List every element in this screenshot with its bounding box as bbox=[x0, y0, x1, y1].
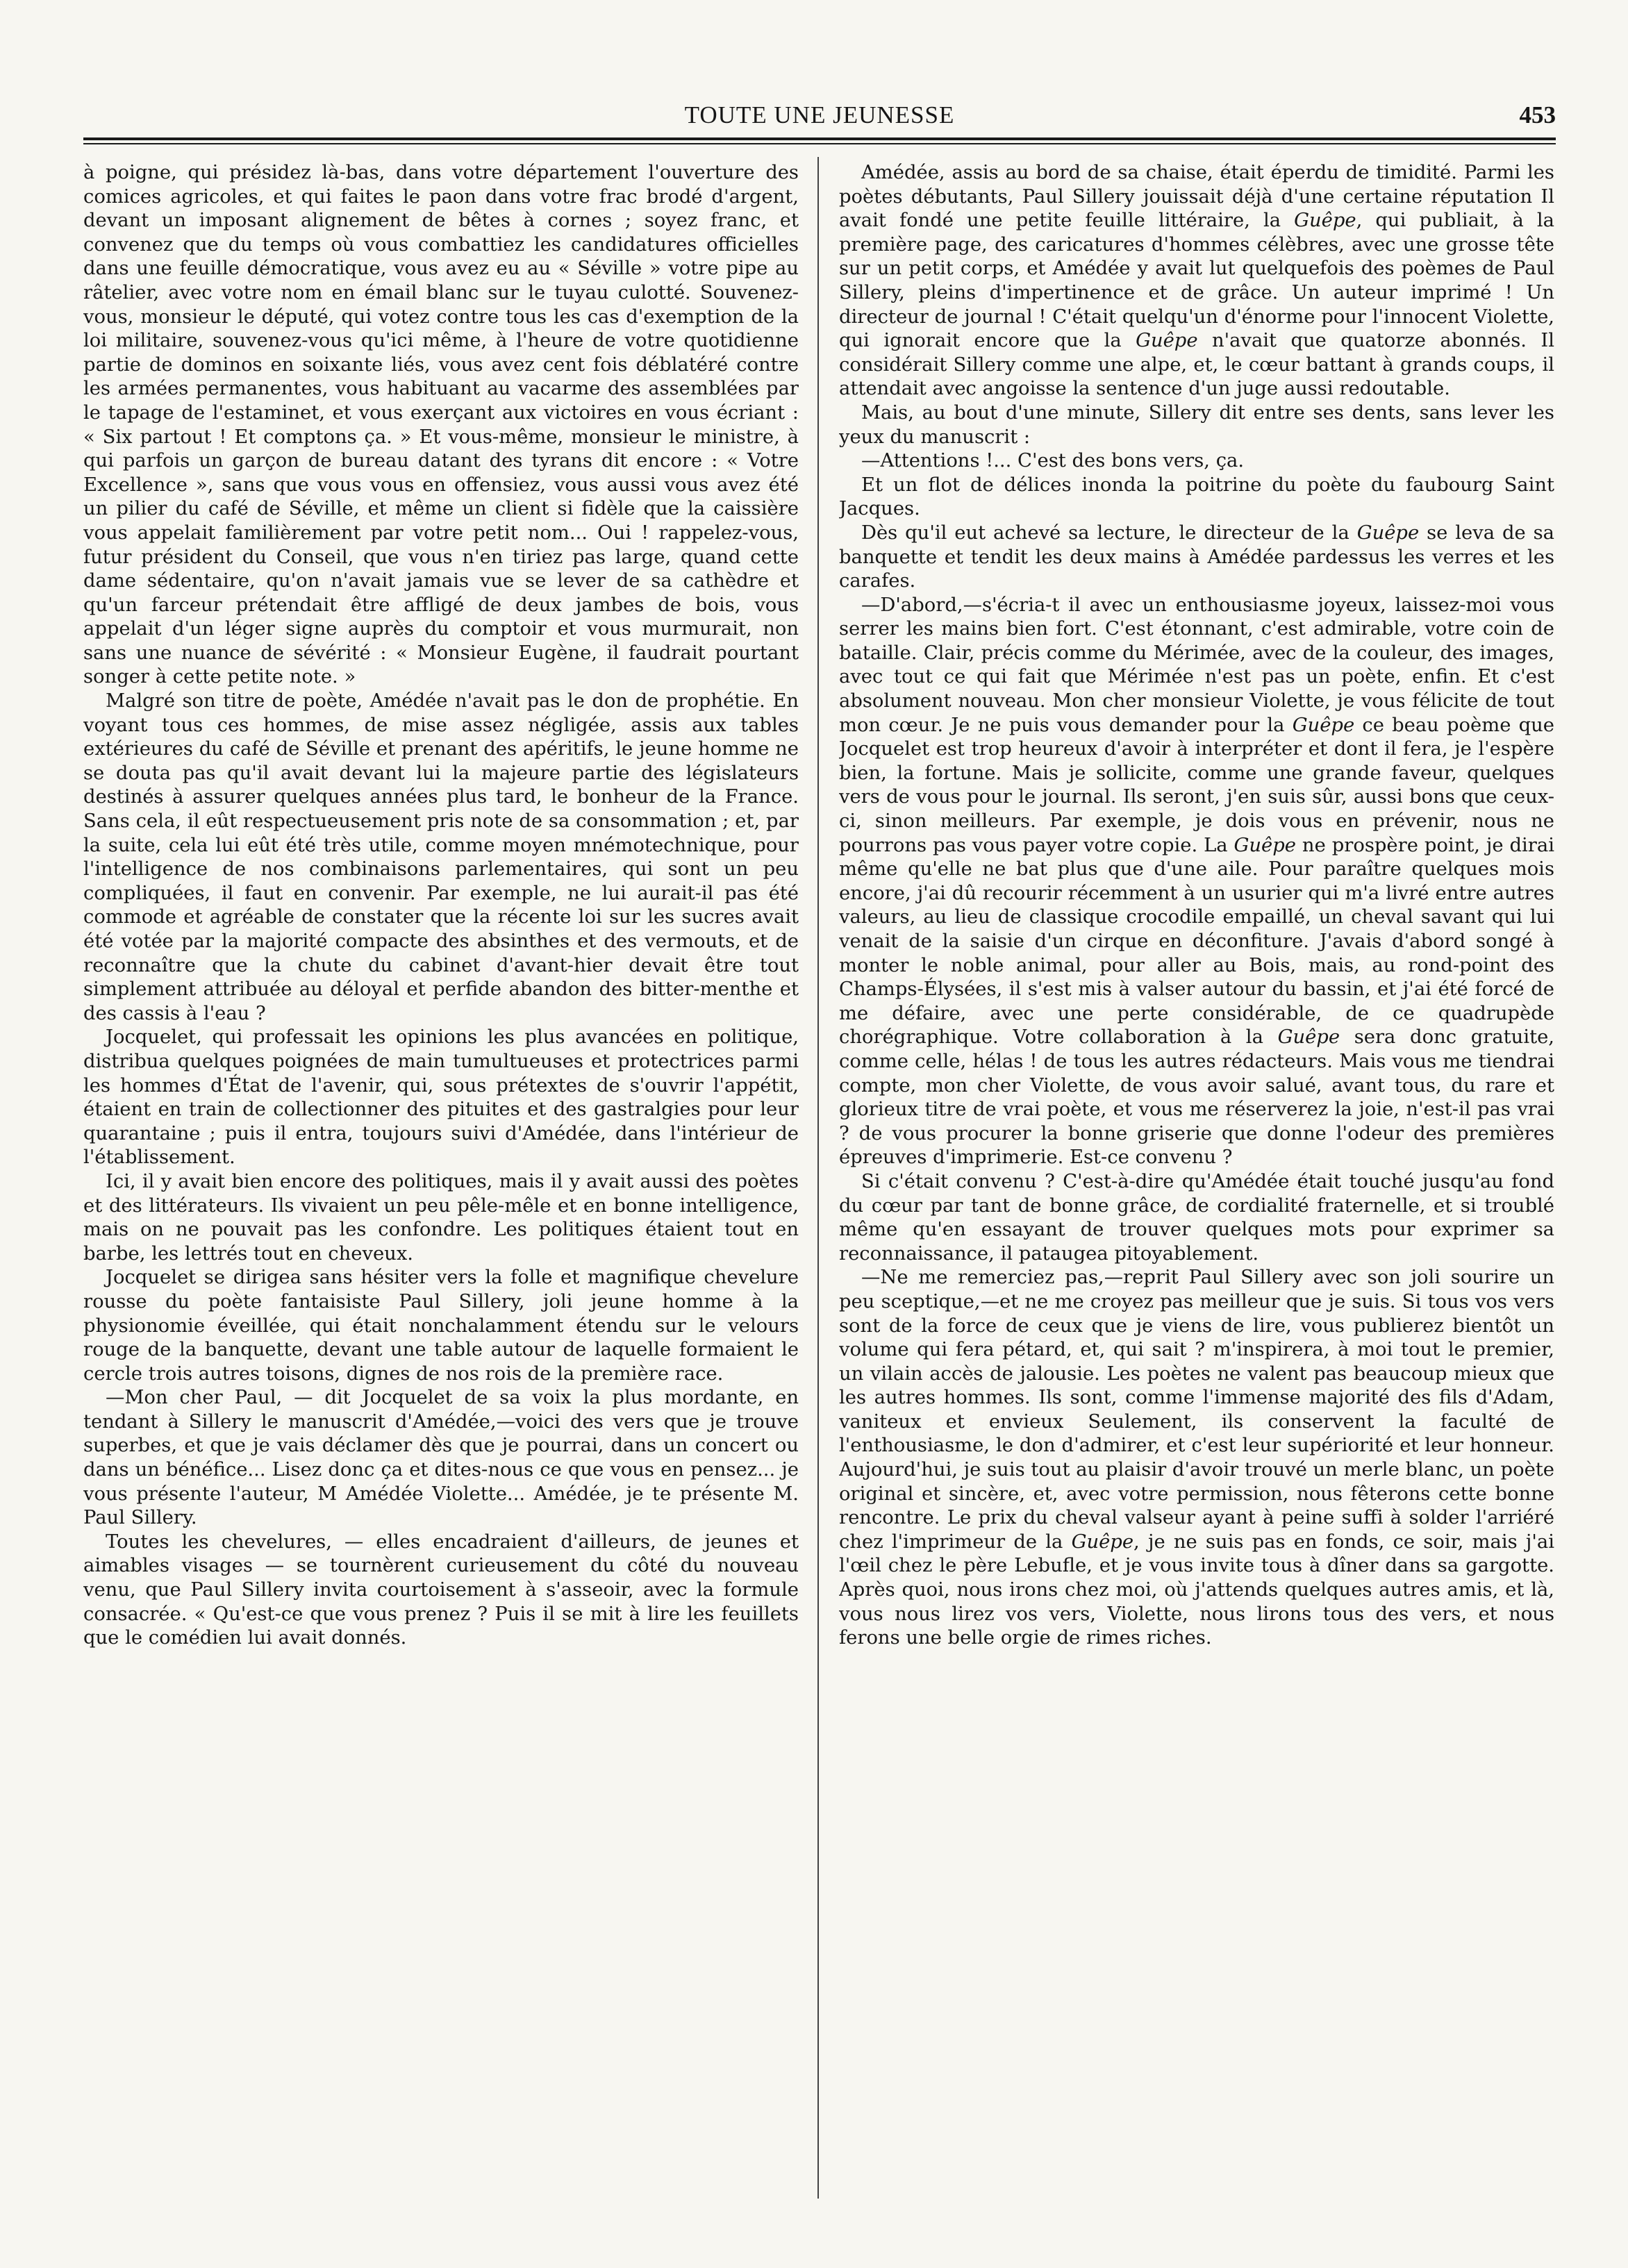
journal-title: Guêpe bbox=[1356, 522, 1420, 544]
text-run: —Ne me remerciez pas,—reprit Paul Sillery avec son joli sourire un peu sceptique,—et ne me croyez pas meilleur que je suis. Si tous vos vers sont de la force de ceux que je viens de lire, vous publierez bientôt un volume qui fera pétard, et, qui sait ? m'inspirera, à moi tout le premier, un vilain accès de jalousie. Les poètes ne valent pas beaucoup mieux que les autres hommes. Ils sont, comme l'immense majorité des fils d'Adam, vaniteux et envieux Seulement, ils conservent la faculté de l'enthousiasme, le don d'admirer, et c'est leur supériorité et leur honneur. Aujourd'hui, je suis tout au plaisir d'avoir trouvé un merle blanc, un poète original et sincère, et, avec votre permission, nous fêterons cette bonne rencontre. Le prix du cheval valseur ayant à peine suffi à solder l'arriéré chez l'imprimeur de la bbox=[839, 1267, 1554, 1553]
text-run: —D'abord,—s'écria-t il avec un enthousiasme joyeux, laissez-moi vous serrer les mains bien fort. C'est étonnant, c'est admirable, votre coin de bataille. Clair, précis comme du Mérimée, avec de la couleur, des images, avec tout ce qui fait que Mérimée n'est pas un poète, enfin. Et c'est absolument nouveau. Mon cher monsieur Violette, je vous félicite de tout mon cœur. Je ne puis vous demander pour la bbox=[839, 594, 1554, 736]
column-divider bbox=[817, 157, 819, 2199]
paragraph bbox=[839, 161, 1554, 401]
paragraph: —Attentions !... C'est des bons vers, ça. bbox=[861, 450, 1245, 472]
left-column bbox=[83, 161, 799, 2196]
running-title: TOUTE UNE JEUNESSE bbox=[684, 101, 955, 128]
journal-title: Guêpe bbox=[1277, 1026, 1340, 1049]
text-run: Amédée, assis au bord de sa chaise, était éperdu de timidité. Parmi les poètes débutants, Paul Sillery jouissait déjà d'une certaine réputation Il avait fondé une petite feuille littéraire, la bbox=[839, 162, 1554, 232]
paragraph: —Mon cher Paul, — dit Jocquelet de sa voix la plus mordante, en tendant à Sillery le manuscrit d'Amédée,—voici des vers que je trouve superbes, et que je vais déclamer dès que je pourrai, dans un concert ou dans un bénéfice... Lisez donc ça et dites-nous ce que vous en pensez... je vous présente l'auteur, M Amédée Violette... Amédée, je te présente M. Paul Sillery. bbox=[83, 1387, 799, 1529]
paragraph: Si c'était convenu ? C'est-à-dire qu'Amédée était touché jusqu'au fond du cœur par tant de bonne grâce, de cordialité fraternelle, et si troublé même qu'en essayant de trouver quelques mots pour exprimer sa reconnaissance, il pataugea pitoyablement. bbox=[839, 1170, 1554, 1265]
paragraph bbox=[839, 522, 1554, 594]
text-run: ce beau poème que Jocquelet est trop heureux d'avoir à interpréter et dont il fera, je l'espère bien, la fortune. Mais je sollicite, comme une grande faveur, quelques vers de vous pour le journal. Ils seront, j'en suis sûr, aussi bons que ceux-ci, sinon meilleurs. Par exemple, je dois vous en prévenir, nous ne pourrons pas vous payer votre copie. La bbox=[839, 714, 1554, 856]
paragraph: Malgré son titre de poète, Amédée n'avait pas le don de prophétie. En voyant tous ces hommes, de mise assez négligée, assis aux tables extérieures du café de Séville et prenant des apéritifs, le jeune homme ne se douta pas qu'il avait devant lui la majeure partie des législateurs destinés à assurer quelques années plus tard, le bonheur de la France. Sans cela, il eût respectueusement pris note de sa consommation ; et, par la suite, cela lui eût été très utile, comme moyen mnémotechnique, pour l'intelligence de nos combinaisons parlementaires, qui sont un peu compliquées, il faut en convenir. Par exemple, ne lui aurait-il pas été commode et agréable de constater que la récente loi sur les sucres avait été votée par la majorité compacte des absinthes et des vermouts, et de reconnaître que la chute du cabinet d'avant-hier devait être tout simplement attribuée au déloyal et perfide abandon des bitter-menthe et des cassis à l'eau ? bbox=[83, 690, 799, 1024]
journal-title: Guêpe bbox=[1234, 834, 1297, 856]
header-rule-thin bbox=[83, 143, 1556, 144]
journal-title: Guêpe bbox=[1136, 330, 1198, 352]
text-run: se leva de sa banquette et tendit les deux mains à Amédée pardessus les verres et les carafes. bbox=[839, 522, 1554, 592]
text-run: , je ne suis pas en fonds, ce soir, mais j'ai l'œil chez le père Lebufle, et je vous invite tous à dîner dans sa gargotte. Après quoi, nous irons chez moi, où j'attends quelques autres amis, et là, vous nous lirez vos vers, Violette, nous lirons tous des vers, et nous ferons une belle orgie de rimes riches. bbox=[839, 1531, 1554, 1649]
page-number: 453 bbox=[1519, 101, 1556, 128]
page-header bbox=[83, 101, 1556, 135]
right-column bbox=[839, 161, 1554, 2196]
journal-title: Guêpe bbox=[1294, 210, 1356, 232]
paragraph: Et un flot de délices inonda la poitrine du poète du faubourg Saint Jacques. bbox=[839, 474, 1554, 520]
journal-title: Guêpe bbox=[1071, 1531, 1134, 1553]
paragraph: Mais, au bout d'une minute, Sillery dit entre ses dents, sans lever les yeux du manuscrit : bbox=[839, 401, 1554, 448]
paragraph bbox=[839, 594, 1554, 1170]
text-run: sera donc gratuite, comme celle, hélas ! de tous les autres rédacteurs. Mais vous me tiendrai compte, mon cher Violette, de vous avoir salué, avant tous, du rare et glorieux titre de vrai poète, et vous me réserverez la joie, n'est-il pas vrai ? de vous procurer la bonne griserie que donne l'odeur des premières épreuves d'imprimerie. Est-ce convenu ? bbox=[839, 1026, 1554, 1169]
paragraph: Ici, il y avait bien encore des politiques, mais il y avait aussi des poètes et des littérateurs. Ils vivaient un peu pêle-mêle et en bonne intelligence, mais on ne pouvait pas les confondre. Les politiques étaient tout en barbe, les lettrés tout en cheveux. bbox=[83, 1170, 799, 1265]
header-rule-thick bbox=[83, 137, 1556, 140]
text-run: n'avait que quatorze abonnés. Il considérait Sillery comme une alpe, et, le cœur battant à grands coups, il attendait avec angoisse la sentence d'un juge aussi redoutable. bbox=[839, 330, 1554, 400]
journal-title: Guêpe bbox=[1292, 714, 1355, 736]
paragraph: Jocquelet se dirigea sans hésiter vers la folle et magnifique chevelure rousse du poète fantaisiste Paul Sillery, joli jeune homme à la physionomie éveillée, qui était nonchalamment étendu sur le velours rouge de la banquette, devant une table autour de laquelle formaient le cercle trois autres toisons, dignes de nos rois de la première race. bbox=[83, 1267, 799, 1385]
paragraph: Jocquelet, qui professait les opinions les plus avancées en politique, distribua quelques poignées de main tumultueuses et protectrices parmi les hommes d'État de l'avenir, qui, sous prétextes de s'ouvrir l'appétit, étaient en train de collectionner des pituites et des gastralgies pour leur quarantaine ; puis il entra, toujours suivi d'Amédée, dans l'intérieur de l'établissement. bbox=[83, 1026, 799, 1169]
paragraph bbox=[839, 1266, 1554, 1651]
paragraph: Toutes les chevelures, — elles encadraient d'ailleurs, de jeunes et aimables visages — se tournèrent curieusement du côté du nouveau venu, que Paul Sillery invita courtoisement à s'asseoir, avec la formule consacrée. « Qu'est-ce que vous prenez ? Puis il se mit à lire les feuillets que le comédien lui avait donnés. bbox=[83, 1531, 799, 1649]
paragraph: à poigne, qui présidez là-bas, dans votre département l'ouverture des comices agricoles, et qui faites le paon dans votre frac brodé d'argent, devant un imposant alignement de bêtes à cornes ; soyez franc, et convenez que du temps où vous combattiez les candidatures officielles dans une feuille démocratique, vous avez eu au « Séville » votre pipe au râtelier, avec votre nom en émail blanc sur le tuyau culotté. Souvenez-vous, monsieur le député, qui votez contre tous les cas d'exemption de la loi militaire, souvenez-vous qu'ici même, à l'heure de votre quotidienne partie de dominos en soixante liés, vous avez cent fois déblatéré contre les armées permanentes, vous habituant au vacarme des assemblées par le tapage de l'estaminet, et vous exerçant aux victoires en vous écriant : « Six partout ! Et comptons ça. » Et vous-même, monsieur le ministre, à qui parfois un garçon de bureau datant des tyrans dit encore : « Votre Excellence », sans que vous vous en offensiez, vous aussi vous avez été un pilier du café de Séville, et même un client si fidèle que la caissière vous appelait familièrement par votre petit nom... Oui ! rappelez-vous, futur président du Conseil, que vous n'en tiriez pas large, quand cette dame sédentaire, qu'on n'avait jamais vue se lever de sa cathèdre et qu'un farceur prétendait être affligé de deux jambes de bois, vous appelait d'un léger signe auprès du comptoir et vous murmurait, non sans une nuance de sévérité : « Monsieur Eugène, il faudrait pourtant songer à cette petite note. » bbox=[83, 162, 799, 688]
text-run: ne prospère point, je dirai même qu'elle ne bat plus que d'une aile. Pour paraître quelques mois encore, j'ai dû recourir récemment à un usurier qui m'a livré entre autres valeurs, au lieu de classique crocodile empaillé, un cheval savant qui lui venait de la saisie d'un cirque en déconfiture. J'avais d'abord songé à monter le noble animal, pour aller au Bois, mais, au rond-point des Champs-Élysées, il s'est mis à valser autour du bassin, et j'ai été forcé de me défaire, avec une perte considérable, de ce quadrupède chorégraphique. Votre collaboration à la bbox=[839, 834, 1554, 1049]
text-run: Dès qu'il eut achevé sa lecture, le directeur de la bbox=[861, 522, 1357, 544]
text-run: , qui publiait, à la première page, des caricatures d'hommes célèbres, avec une grosse tête sur un petit corps, et Amédée y avait lut quelquefois des poèmes de Paul Sillery, pleins d'impertinence et de grâce. Un auteur imprimé ! Un directeur de journal ! C'était quelqu'un d'énorme pour l'innocent Violette, qui ignorait encore que la bbox=[839, 210, 1554, 352]
